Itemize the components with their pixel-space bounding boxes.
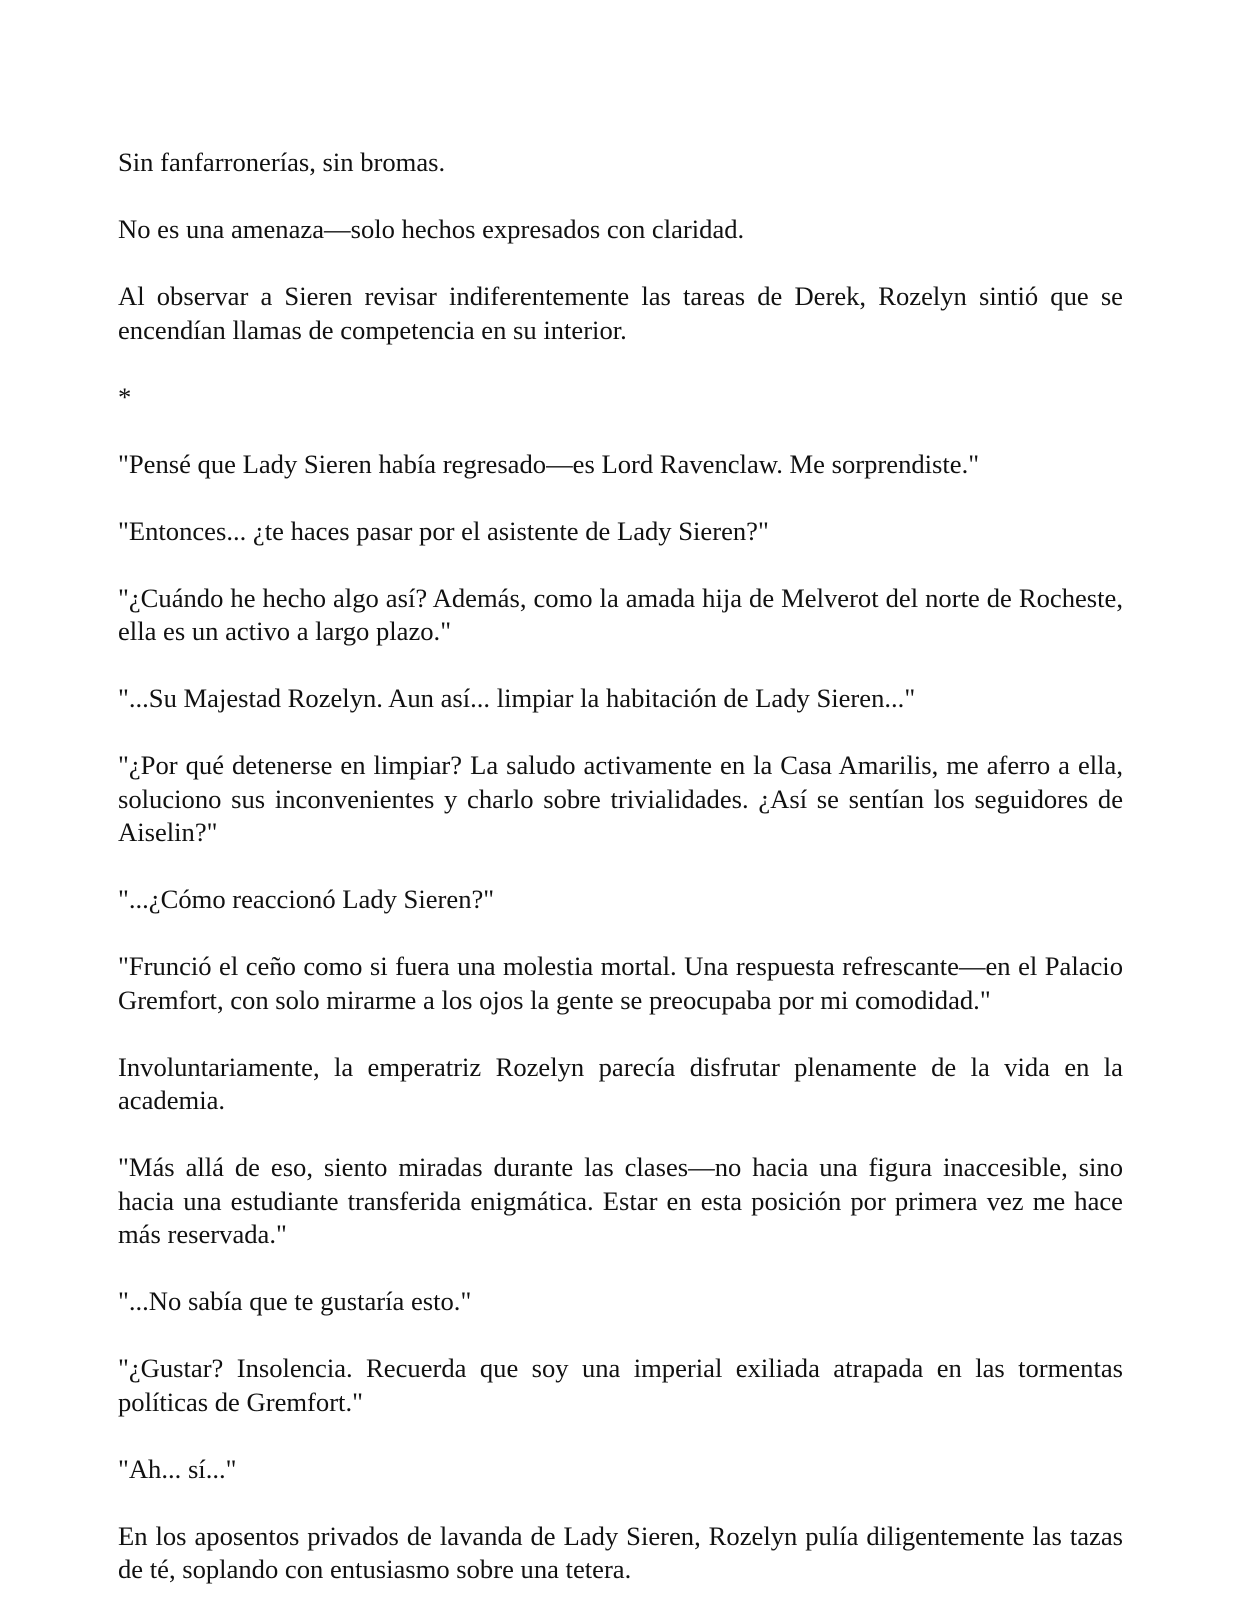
paragraph-13: "Más allá de eso, siento miradas durante las clases—no hacia una figura inaccesible, sino hacia una estudiante transferida enigmática. Estar en esta posición por primera vez me hace más reservada." [118, 1152, 1123, 1249]
document-body [118, 146, 1123, 1620]
paragraph-2: No es una amenaza—solo hechos expresados con claridad. [118, 214, 745, 244]
scene-break-asterisk: * [118, 381, 132, 412]
paragraph-6: "Entonces... ¿te haces pasar por el asistente de Lady Sieren?" [118, 515, 769, 546]
paragraph-17: En los aposentos privados de lavanda de Lady Sieren, Rozelyn pulía diligentemente las tazas de té, soplando con entusiasmo sobre una tetera. [118, 1520, 1123, 1584]
paragraph-9: "¿Por qué detenerse en limpiar? La saludo activamente en la Casa Amarilis, me aferro a ella, soluciono sus inconvenientes y charlo sobre trivialidades. ¿Así se sentían los seguidores de Aiselin?" [118, 750, 1123, 847]
paragraph-10: "...¿Cómo reaccionó Lady Sieren?" [118, 884, 495, 914]
paragraph-11: "Frunció el ceño como si fuera una molestia mortal. Una respuesta refrescante—en el Palacio Gremfort, con solo mirarme a los ojos la gente se preocupaba por mi comodidad." [118, 951, 1123, 1015]
paragraph-1: Sin fanfarronerías, sin bromas. [118, 147, 446, 177]
paragraph-12: Involuntariamente, la emperatriz Rozelyn parecía disfrutar plenamente de la vida en la academia. [118, 1051, 1123, 1115]
paragraph-16: "Ah... sí..." [118, 1453, 237, 1484]
paragraph-14: "...No sabía que te gustaría esto." [118, 1286, 472, 1316]
paragraph-8: "...Su Majestad Rozelyn. Aun así... limpiar la habitación de Lady Sieren..." [118, 683, 916, 713]
paragraph-3: Al observar a Sieren revisar indiferentemente las tareas de Derek, Rozelyn sintió que se encendían llamas de competencia en su interior. [118, 281, 1123, 345]
paragraph-7: "¿Cuándo he hecho algo así? Además, como la amada hija de Melverot del norte de Rocheste, ella es un activo a largo plazo." [118, 582, 1123, 646]
paragraph-15: "¿Gustar? Insolencia. Recuerda que soy una imperial exiliada atrapada en las tormentas políticas de Gremfort." [118, 1353, 1123, 1417]
paragraph-5: "Pensé que Lady Sieren había regresado—es Lord Ravenclaw. Me sorprendiste." [118, 448, 980, 479]
